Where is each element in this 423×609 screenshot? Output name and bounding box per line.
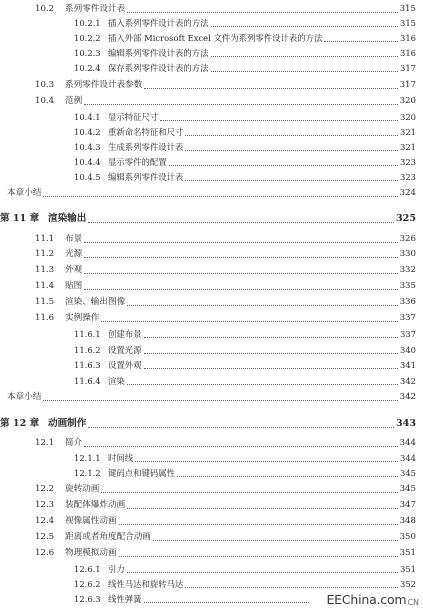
page-number: 350 [399, 532, 416, 542]
section-number: 12.2 [35, 484, 55, 494]
page-number: 347 [399, 500, 416, 510]
section-title: 范例 [65, 96, 83, 106]
dot-leader [88, 222, 394, 223]
page-number: 324 [399, 188, 416, 198]
toc-entry [74, 45, 416, 59]
page-number: 343 [395, 418, 416, 429]
chapter-number: 第 12 章 [0, 418, 40, 429]
section-number: 11.2 [35, 249, 55, 259]
section-number: 12.6 [35, 548, 55, 558]
section-number: 10.2.3 [74, 48, 101, 58]
page-number: 341 [400, 360, 416, 370]
section-title: 编辑系列零件设计表 [108, 172, 184, 182]
toc-entry [74, 326, 416, 340]
section-title: 贴图 [65, 281, 83, 291]
toc-entry [35, 294, 416, 308]
toc-entry [74, 576, 416, 590]
toc-entry [35, 310, 416, 324]
dot-leader [127, 305, 397, 306]
section-title: 旋转动画 [65, 484, 100, 494]
section-title: 显示特征尺寸 [108, 112, 159, 122]
toc-entry [74, 60, 416, 74]
section-title: 本章小结 [7, 188, 42, 198]
section-title: 重新命名特征和尺寸 [108, 127, 184, 137]
section-title: 时间线 [108, 453, 134, 463]
dot-leader [84, 273, 397, 274]
section-number: 10.4.3 [74, 142, 101, 152]
section-number: 10.2.2 [74, 33, 101, 43]
toc-entry [35, 481, 416, 495]
section-number: 12.1 [35, 438, 55, 448]
page-number: 316 [400, 33, 416, 43]
section-title: 线性马达和旋转马达 [108, 579, 184, 589]
toc-entry [35, 262, 416, 276]
page-number: 352 [400, 579, 416, 589]
page-number: 323 [400, 172, 416, 182]
toc-entry [35, 278, 416, 292]
page-number: 348 [399, 516, 416, 526]
section-number: 12.1.1 [74, 453, 101, 463]
dot-leader [101, 321, 397, 322]
toc-entry [35, 435, 416, 449]
page-number: 340 [400, 345, 416, 355]
section-title: 线性弹簧 [108, 594, 142, 604]
page-number: 345 [399, 484, 416, 494]
dot-leader [185, 180, 398, 181]
dot-leader [43, 400, 397, 401]
dot-leader [211, 71, 399, 72]
section-number: 12.5 [35, 532, 55, 542]
toc-entry [35, 1, 416, 15]
page-number: 326 [399, 234, 416, 244]
dot-leader [127, 12, 397, 13]
page-number: 321 [400, 127, 416, 137]
dot-leader [324, 41, 398, 42]
section-number: 11.4 [35, 281, 55, 291]
page-number: 351 [400, 564, 416, 574]
dot-leader [160, 120, 398, 121]
dot-leader [88, 427, 394, 428]
toc-entry [7, 185, 416, 199]
page-number: 345 [400, 468, 416, 478]
toc-entry [35, 497, 416, 511]
dot-leader [127, 508, 397, 509]
watermark-text: EEChina.com [326, 592, 407, 607]
section-number: 11.6.2 [74, 345, 101, 355]
dot-leader [177, 476, 398, 477]
chapter-title: 动画制作 [48, 418, 87, 429]
dot-leader [185, 135, 398, 136]
dot-leader [84, 289, 397, 290]
page-number: 316 [400, 48, 416, 58]
dot-leader [185, 587, 398, 588]
toc-entry [74, 15, 416, 29]
section-number: 11.6.3 [74, 360, 101, 370]
page-number: 317 [399, 80, 416, 90]
section-title: 外观 [65, 265, 83, 275]
toc-entry [74, 591, 311, 605]
dot-leader [211, 26, 399, 27]
dot-leader [84, 446, 397, 447]
section-title: 创建布景 [108, 329, 142, 339]
section-title: 保存系列零件设计表的方法 [108, 63, 209, 73]
dot-leader [127, 572, 398, 573]
dot-leader [84, 257, 397, 258]
section-number: 10.4.4 [74, 157, 101, 167]
section-title: 简介 [65, 438, 83, 448]
page-number: 335 [399, 281, 416, 291]
section-number: 10.4 [35, 96, 55, 106]
section-title: 生成系列零件设计表 [108, 142, 184, 152]
section-title: 键码点和键码属性 [108, 468, 175, 478]
toc-entry [74, 109, 416, 123]
toc-entry [74, 154, 416, 168]
chapter-number: 第 11 章 [0, 213, 40, 224]
dot-leader [144, 337, 399, 338]
section-number: 11.6.1 [74, 329, 101, 339]
section-title: 设置光源 [108, 345, 142, 355]
toc-entry [7, 389, 416, 403]
section-title: 显示零件的配置 [108, 157, 167, 167]
toc-entry [35, 513, 416, 527]
page-number: 317 [400, 63, 416, 73]
dot-leader [144, 368, 399, 369]
page-number: 332 [399, 265, 416, 275]
section-number: 12.6.1 [74, 564, 101, 574]
watermark [326, 593, 419, 607]
page-number: 342 [399, 392, 416, 402]
page-number: 320 [399, 96, 416, 106]
section-title: 设置外观 [108, 360, 142, 370]
section-number: 10.2.1 [74, 18, 101, 28]
section-title: 插入系列零件设计表的方法 [108, 18, 209, 28]
dot-leader [169, 165, 398, 166]
section-number: 12.3 [35, 500, 55, 510]
page-number: 330 [399, 249, 416, 259]
dot-leader [101, 492, 397, 493]
section-title: 渲染 [108, 376, 125, 386]
dot-leader [153, 540, 398, 541]
toc-entry [35, 529, 416, 543]
toc-entry [35, 93, 416, 107]
toc-entry [74, 373, 416, 387]
page-number: 337 [400, 329, 416, 339]
page-number: 323 [400, 157, 416, 167]
toc-entry [74, 124, 416, 138]
toc-chapter-entry [0, 416, 416, 430]
toc-entry [74, 169, 416, 183]
section-number: 10.4.5 [74, 172, 101, 182]
toc-chapter-entry [0, 211, 416, 225]
toc-entry [35, 545, 416, 559]
section-number: 11.6.4 [74, 376, 101, 386]
section-title: 实例操作 [65, 313, 100, 323]
section-title: 本章小结 [7, 392, 42, 402]
section-number: 12.6.3 [74, 594, 101, 604]
chapter-title: 渲染输出 [48, 213, 87, 224]
page-number: 315 [399, 4, 416, 14]
toc-entry [74, 465, 416, 479]
section-number: 10.4.1 [74, 112, 101, 122]
toc-entry [35, 231, 416, 245]
dot-leader [127, 384, 398, 385]
dot-leader [43, 196, 397, 197]
section-title: 渲染、输出图像 [65, 297, 126, 307]
dot-leader [144, 88, 397, 89]
page-number: 336 [399, 297, 416, 307]
section-number: 12.6.2 [74, 579, 101, 589]
dot-leader [185, 150, 398, 151]
dot-leader [135, 461, 398, 462]
toc-entry [74, 139, 416, 153]
section-title: 系列零件设计表 [65, 4, 126, 14]
page-number: 342 [400, 376, 416, 386]
section-number: 10.2 [35, 4, 55, 14]
page-number: 351 [399, 548, 416, 558]
section-number: 12.4 [35, 516, 55, 526]
page-number: 321 [400, 142, 416, 152]
dot-leader [144, 602, 310, 603]
section-title: 系列零件设计表参数 [65, 80, 143, 90]
toc-entry [74, 357, 416, 371]
dot-leader [211, 56, 399, 57]
page-number: 320 [400, 112, 416, 122]
section-title: 光源 [65, 249, 83, 259]
toc-entry [74, 450, 416, 464]
toc-entry [35, 77, 416, 91]
watermark-suffix: CN [407, 598, 419, 607]
section-number: 10.3 [35, 80, 55, 90]
toc-entry [74, 342, 416, 356]
toc-entry [74, 561, 416, 575]
section-title: 插入外部 Microsoft Excel 文件为系列零件设计表的方法 [108, 33, 323, 43]
section-number: 10.2.4 [74, 63, 101, 73]
section-title: 视像属性动画 [65, 516, 117, 526]
toc-entry [74, 30, 416, 44]
section-number: 11.5 [35, 297, 55, 307]
section-title: 装配体爆炸动画 [65, 500, 126, 510]
section-number: 12.1.2 [74, 468, 101, 478]
dot-leader [119, 524, 398, 525]
dot-leader [84, 242, 397, 243]
page-number: 325 [395, 213, 416, 224]
dot-leader [119, 556, 398, 557]
section-title: 引力 [108, 564, 125, 574]
section-number: 11.3 [35, 265, 55, 275]
dot-leader [84, 104, 397, 105]
toc-entry [35, 246, 416, 260]
section-number: 11.6 [35, 313, 55, 323]
page-number: 337 [399, 313, 416, 323]
section-title: 布景 [65, 234, 83, 244]
section-title: 物理模拟动画 [65, 548, 117, 558]
page-number: 315 [400, 18, 416, 28]
section-number: 11.1 [35, 234, 55, 244]
page-number: 344 [399, 438, 416, 448]
section-title: 编辑系列零件设计表的方法 [108, 48, 209, 58]
dot-leader [144, 353, 399, 354]
section-title: 距离或者角度配合动画 [65, 532, 151, 542]
section-number: 10.4.2 [74, 127, 101, 137]
page-number: 344 [400, 453, 416, 463]
